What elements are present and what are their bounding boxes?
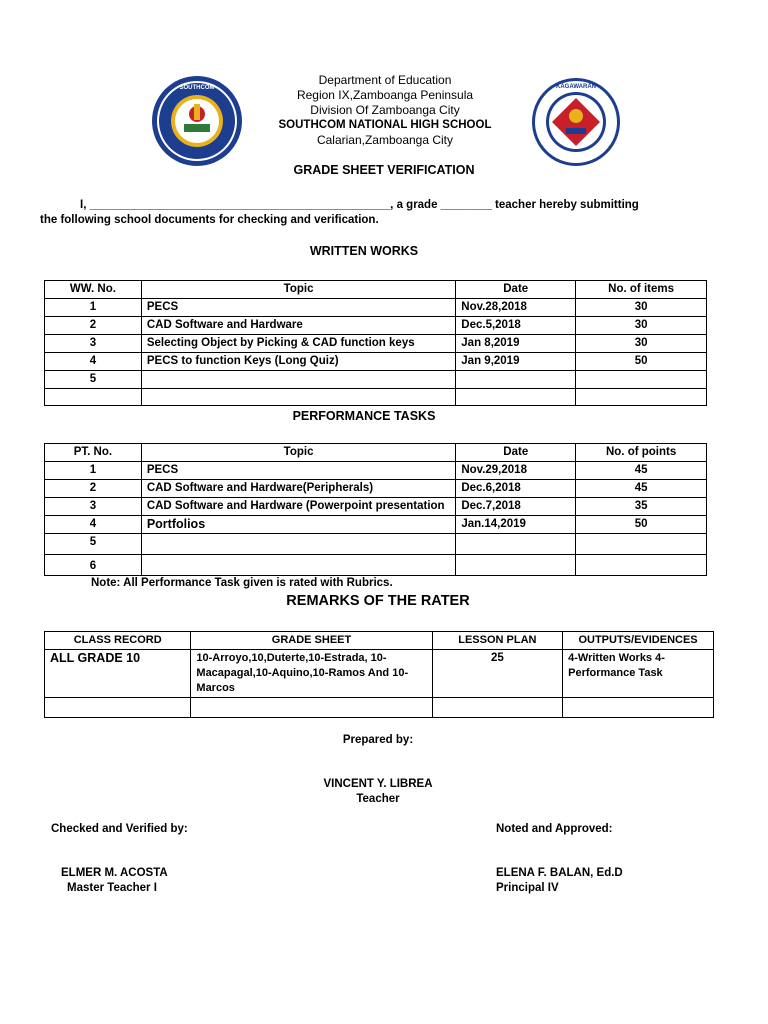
table-cell — [576, 389, 707, 406]
table-cell: 30 — [576, 317, 707, 335]
table-header-row — [45, 444, 707, 462]
table-cell: Jan 9,2019 — [456, 353, 576, 371]
table-cell: PECS — [141, 299, 455, 317]
table-cell — [191, 698, 432, 718]
table-cell: Dec.7,2018 — [456, 498, 576, 516]
school-seal-icon — [150, 74, 244, 168]
header-cell: No. of points — [576, 444, 707, 462]
table-cell — [432, 698, 563, 718]
checked-label: Checked and Verified by: — [51, 823, 188, 835]
table-cell: Nov.29,2018 — [456, 462, 576, 480]
table-cell — [576, 534, 707, 555]
table-cell: 50 — [576, 353, 707, 371]
table-cell: 2 — [45, 480, 142, 498]
noted-title: Principal IV — [496, 882, 559, 894]
table-row — [45, 335, 707, 353]
table-cell: 5 — [45, 534, 142, 555]
header-cell: Date — [456, 444, 576, 462]
table-cell: CAD Software and Hardware (Powerpoint presentation — [141, 498, 456, 516]
table-cell: 30 — [576, 335, 707, 353]
lesson-plan-cell: 25 — [432, 650, 563, 698]
table-row — [45, 353, 707, 371]
page-title: GRADE SHEET VERIFICATION — [293, 163, 475, 177]
table-cell — [563, 698, 714, 718]
table-cell — [456, 389, 576, 406]
table-cell — [576, 555, 707, 576]
table-cell — [45, 698, 191, 718]
header-region: Region IX,Zamboanga Peninsula — [296, 88, 474, 102]
outputs-cell: 4-Written Works 4-Performance Task — [563, 650, 714, 698]
performance-tasks-title: PERFORMANCE TASKS — [292, 409, 436, 423]
table-cell: Jan.14,2019 — [456, 516, 576, 534]
header-cell: GRADE SHEET — [191, 632, 432, 650]
header-cell: Date — [456, 281, 576, 299]
remarks-table — [44, 631, 714, 718]
header-department: Department of Education — [318, 73, 452, 87]
checked-name: ELMER M. ACOSTA — [61, 867, 168, 879]
table-cell: 45 — [576, 480, 707, 498]
table-cell — [456, 534, 576, 555]
table-cell: Dec.6,2018 — [456, 480, 576, 498]
table-row — [45, 534, 707, 555]
header-cell: No. of items — [576, 281, 707, 299]
table-cell: 1 — [45, 299, 142, 317]
table-cell: 2 — [45, 317, 142, 335]
table-cell: 6 — [45, 555, 142, 576]
table-cell: 45 — [576, 462, 707, 480]
statement-line1: I, _______________________________________________, a grade ________ teacher hereby submitting — [80, 199, 639, 211]
table-cell: 3 — [45, 335, 142, 353]
header-division: Division Of Zamboanga City — [310, 103, 460, 117]
header-cell: WW. No. — [45, 281, 142, 299]
table-cell — [141, 389, 455, 406]
table-cell: PECS — [141, 462, 456, 480]
table-cell — [456, 371, 576, 389]
table-cell — [141, 371, 455, 389]
rubrics-note: Note: All Performance Task given is rated with Rubrics. — [91, 577, 393, 589]
header-address: Calarian,Zamboanga City — [316, 133, 454, 147]
header-cell: Topic — [141, 444, 456, 462]
table-cell: Nov.28,2018 — [456, 299, 576, 317]
table-cell: Jan 8,2019 — [456, 335, 576, 353]
table-row — [45, 555, 707, 576]
table-cell: 4 — [45, 353, 142, 371]
table-cell: CAD Software and Hardware(Peripherals) — [141, 480, 456, 498]
written-works-table — [44, 280, 707, 406]
table-row — [45, 516, 707, 534]
table-cell — [45, 389, 142, 406]
table-cell: PECS to function Keys (Long Quiz) — [141, 353, 455, 371]
table-row — [45, 462, 707, 480]
header-school: SOUTHCOM NATIONAL HIGH SCHOOL — [278, 119, 492, 131]
table-cell: Portfolios — [141, 516, 456, 534]
table-cell: 3 — [45, 498, 142, 516]
written-works-title: WRITTEN WORKS — [309, 244, 419, 258]
header-cell: LESSON PLAN — [432, 632, 563, 650]
table-cell: 35 — [576, 498, 707, 516]
table-row — [45, 371, 707, 389]
table-header-row — [45, 281, 707, 299]
table-row — [45, 698, 714, 718]
table-cell: CAD Software and Hardware — [141, 317, 455, 335]
table-cell: 4 — [45, 516, 142, 534]
table-row — [45, 498, 707, 516]
svg-text:KAGAWARAN: KAGAWARAN — [556, 84, 596, 90]
table-header-row — [45, 632, 714, 650]
header-cell: OUTPUTS/EVIDENCES — [563, 632, 714, 650]
table-cell: 50 — [576, 516, 707, 534]
grade-sheet-cell: 10-Arroyo,10,Duterte,10-Estrada, 10-Macapagal,10-Aquino,10-Ramos And 10-Marcos — [191, 650, 432, 698]
noted-label: Noted and Approved: — [496, 823, 613, 835]
table-row — [45, 299, 707, 317]
table-cell: 1 — [45, 462, 142, 480]
prepared-by-label: Prepared by: — [342, 734, 414, 746]
remarks-title: REMARKS OF THE RATER — [286, 593, 470, 609]
class-record-cell: ALL GRADE 10 — [45, 650, 191, 698]
table-cell — [576, 371, 707, 389]
checked-title: Master Teacher I — [67, 882, 157, 894]
svg-text:SOUTHCOM: SOUTHCOM — [179, 85, 215, 91]
header-cell: Topic — [141, 281, 455, 299]
prepared-name: VINCENT Y. LIBREA — [323, 778, 433, 790]
table-row — [45, 317, 707, 335]
table-row — [45, 389, 707, 406]
table-row — [45, 650, 714, 698]
header-cell: CLASS RECORD — [45, 632, 191, 650]
table-cell: 30 — [576, 299, 707, 317]
header-cell: PT. No. — [45, 444, 142, 462]
table-row — [45, 480, 707, 498]
noted-name: ELENA F. BALAN, Ed.D — [496, 867, 623, 879]
prepared-title: Teacher — [356, 793, 400, 805]
table-cell: 5 — [45, 371, 142, 389]
performance-tasks-table — [44, 443, 707, 576]
table-cell — [141, 534, 456, 555]
table-cell: Dec.5,2018 — [456, 317, 576, 335]
table-cell — [141, 555, 456, 576]
table-cell: Selecting Object by Picking & CAD function keys — [141, 335, 455, 353]
statement-line2: the following school documents for checking and verification. — [40, 214, 379, 226]
table-cell — [456, 555, 576, 576]
deped-seal-icon — [530, 76, 622, 168]
